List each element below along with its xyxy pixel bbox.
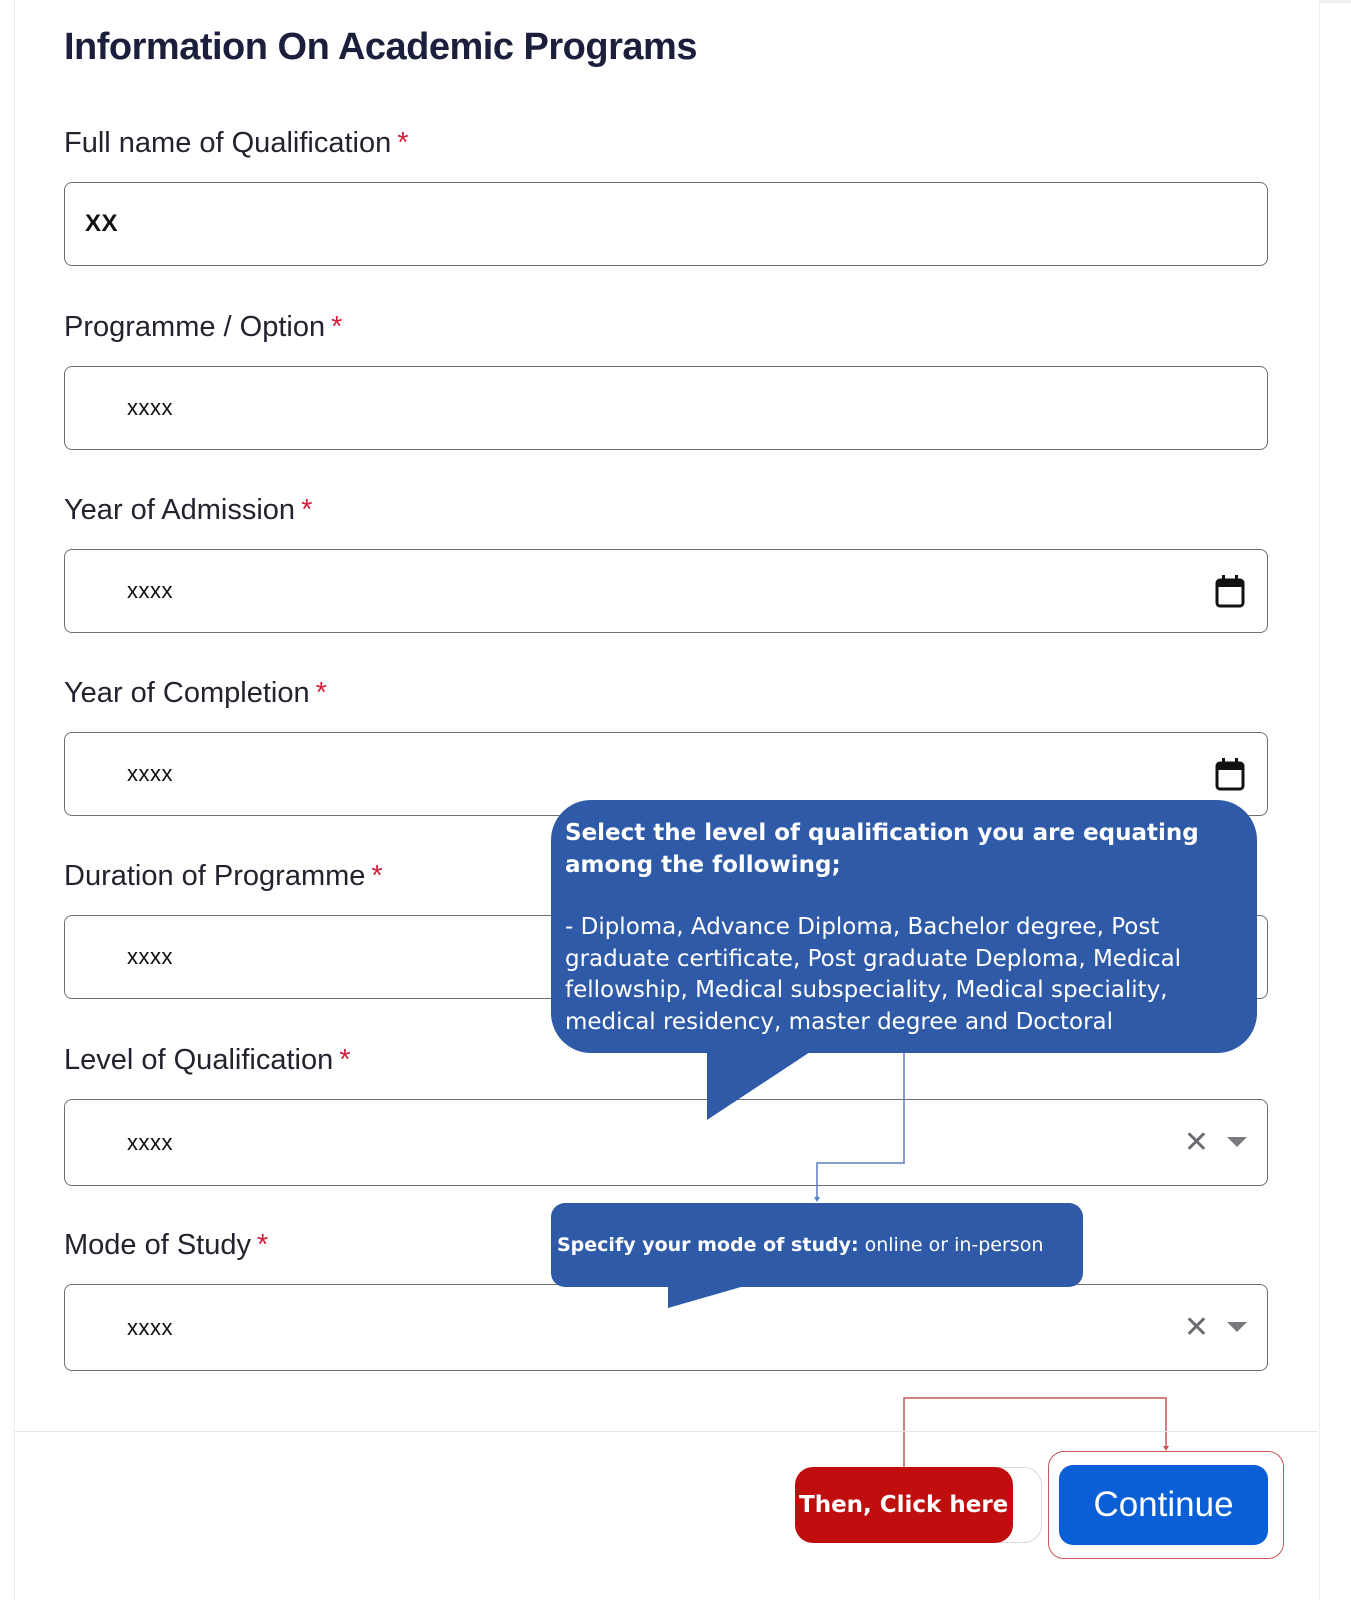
programme-option-label — [64, 311, 342, 344]
programme-option-input[interactable] — [64, 366, 1268, 450]
required-marker: * — [397, 127, 409, 159]
clear-icon[interactable]: ✕ — [1183, 1310, 1209, 1344]
label-text: Year of Admission — [64, 494, 296, 526]
page-title: Information On Academic Programs — [64, 26, 697, 68]
callout-body: - Diploma, Advance Diploma, Bachelor degree, Post graduate certificate, Post graduate Deploma, Medical fellowship, Medical subspeciality, Medical speciality, medical residency, master degree and Doctoral — [565, 914, 1182, 1035]
select-value: xxxx — [127, 1129, 173, 1155]
click-here-hint: Then, Click here — [795, 1467, 1013, 1543]
label-text: Mode of Study — [64, 1229, 251, 1261]
required-marker: * — [301, 494, 313, 526]
duration-of-programme-label — [64, 860, 383, 893]
level-of-qualification-label — [64, 1044, 351, 1077]
continue-button[interactable]: Continue — [1059, 1465, 1268, 1545]
year-of-admission-label — [64, 494, 312, 527]
input-value: xxxx — [127, 578, 173, 603]
select-value: xxxx — [127, 1314, 173, 1340]
qualification-name-label — [64, 127, 409, 160]
label-text: Duration of Programme — [64, 860, 366, 892]
input-value: xxxx — [127, 761, 173, 786]
calendar-icon[interactable] — [1215, 757, 1245, 791]
footer-divider — [14, 1431, 1318, 1432]
qualification-name-input[interactable] — [64, 182, 1268, 266]
required-marker: * — [257, 1229, 269, 1261]
chevron-down-icon[interactable] — [1227, 1137, 1247, 1147]
label-text: Level of Qualification — [64, 1044, 334, 1076]
callout-text: online or in-person — [858, 1234, 1044, 1256]
input-value: xxxx — [127, 944, 173, 969]
mode-of-study-callout — [551, 1203, 1083, 1287]
mode-of-study-label — [64, 1229, 268, 1262]
callout-bold-text: Specify your mode of study: — [557, 1234, 859, 1256]
year-of-completion-label — [64, 677, 327, 710]
input-value: XX — [85, 210, 119, 237]
required-marker: * — [331, 311, 343, 343]
year-of-admission-input[interactable] — [64, 549, 1268, 633]
level-of-qualification-select[interactable] — [64, 1099, 1268, 1186]
required-marker: * — [371, 860, 383, 892]
input-value: xxxx — [127, 395, 173, 420]
label-text: Full name of Qualification — [64, 127, 392, 159]
chevron-down-icon[interactable] — [1227, 1322, 1247, 1332]
mode-of-study-select[interactable] — [64, 1284, 1268, 1371]
level-of-qualification-callout — [551, 800, 1257, 1053]
callout-title: Select the level of qualification you are equating among the following; — [565, 820, 1199, 878]
required-marker: * — [339, 1044, 351, 1076]
required-marker: * — [315, 677, 327, 709]
calendar-icon[interactable] — [1215, 574, 1245, 608]
label-text: Programme / Option — [64, 311, 326, 343]
clear-icon[interactable]: ✕ — [1183, 1125, 1209, 1159]
label-text: Year of Completion — [64, 677, 310, 709]
